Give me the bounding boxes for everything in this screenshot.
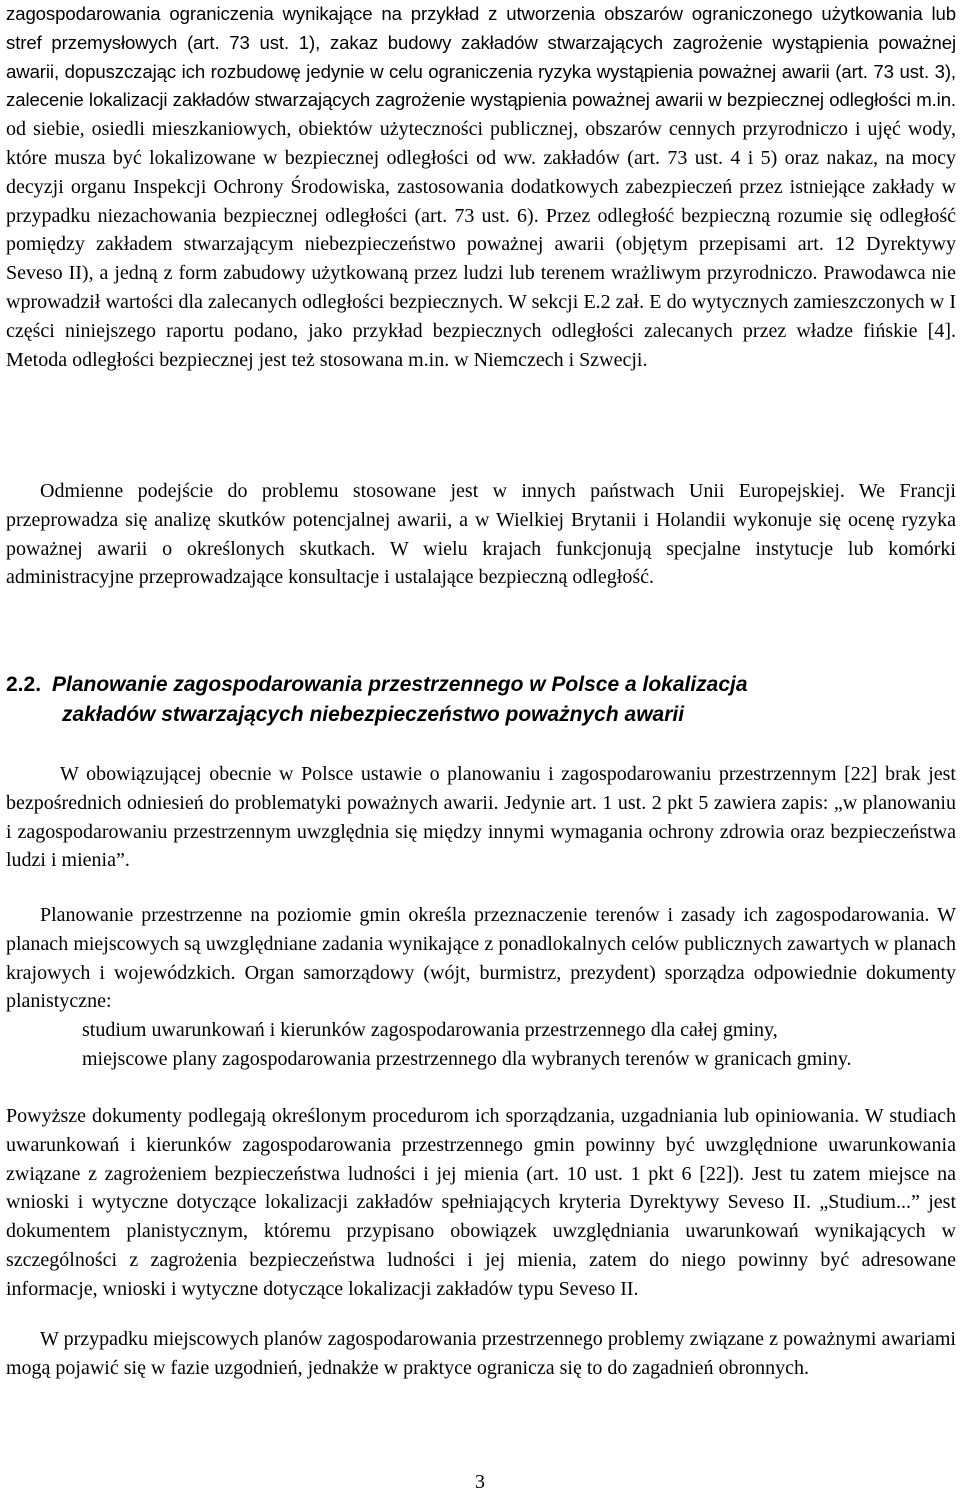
- section-title-line-2: zakładów stwarzających niebezpieczeństwo poważnych awarii: [62, 703, 685, 726]
- section-number: 2.2.: [6, 673, 42, 696]
- page-number: 3: [475, 1471, 485, 1493]
- section-heading: [6, 670, 956, 730]
- section-title-line-1: Planowanie zagospodarowania przestrzennego w Polsce a lokalizacja: [52, 673, 748, 696]
- paragraph-5: Powyższe dokumenty podlegają określonym procedurom ich sporządzania, uzgadniania lub opiniowania. W studiach uwarunkowań i kierunków zagospodarowania przestrzennego gmin powinny być uwzględnione uwarunkowania związane z zagrożeniem bezpieczeństwa ludności i jej mienia (art. 10 ust. 1 pkt 6 [22]). Jest tu zatem miejsce na wnioski i wytyczne dotyczące lokalizacji zakładów spełniających kryteria Dyrektywy Seveso II. „Studium...” jest dokumentem planistycznym, któremu przypisano obowiązek uwzględniania uwarunkowań wynikających w szczególności z zagrożenia bezpieczeństwa ludności i jej mienia, zatem do niego powinny być adresowane informacje, wnioski i wytyczne dotyczące lokalizacji zakładów typu Seveso II.: [6, 1105, 956, 1300]
- paragraph-1-serif-text: od siebie, osiedli mieszkaniowych, obiektów użyteczności publicznej, obszarów cennych przyrodniczo i ujęć wody, które musza być lokalizowane w bezpiecznej odległości od ww. zakładów (art. 73 ust. 4 i 5) oraz nakaz, na mocy decyzji organu Inspekcji Ochrony Środowiska, zastosowania dodatkowych zabezpieczeń przez istniejące zakłady w przypadku niezachowania bezpiecznej odległości (art. 73 ust. 6). Przez odległość bezpieczną rozumie się odległość pomiędzy zakładem stwarzającym niebezpieczeństwo poważnej awarii (objętym przepisami art. 12 Dyrektywy Seveso II), a jedną z form zabudowy użytkowaną przez ludzi lub terenem wrażliwym przyrodniczo. Prawodawca nie wprowadził wartości dla zalecanych odległości bezpiecznych. W sekcji E.2 zał. E do wytycznych zamieszczonych w I części niniejszego raportu podano, jako przykład bezpiecznych odległości zalecanych przez władze fińskie [4]. Metoda odległości bezpiecznej jest też stosowana m.in. w Niemczech i Szwecji.: [6, 118, 956, 371]
- document-list: [82, 1016, 956, 1074]
- paragraph-1: [6, 0, 956, 374]
- paragraph-2: Odmienne podejście do problemu stosowane jest w innych państwach Unii Europejskiej. We Francji przeprowadza się analizę skutków potencjalnej awarii, a w Wielkiej Brytanii i Holandii wykonuje się ocenę ryzyka poważnej awarii o określonych skutkach. W wielu krajach funkcjonują specjalne instytucje lub komórki administracyjne przeprowadzające konsultacje i ustalające bezpieczną odległość.: [6, 480, 956, 589]
- paragraph-4: Planowanie przestrzenne na poziomie gmin określa przeznaczenie terenów i zasady ich zagospodarowania. W planach miejscowych są uwzględniane zadania wynikające z ponadlokalnych celów publicznych zawartych w planach krajowych i wojewódzkich. Organ samorządowy (wójt, burmistrz, prezydent) sporządza odpowiednie dokumenty planistyczne:: [6, 904, 956, 1013]
- list-item: miejscowe plany zagospodarowania przestrzennego dla wybranych terenów w granicach gminy.: [82, 1047, 852, 1070]
- list-item: studium uwarunkowań i kierunków zagospodarowania przestrzennego dla całej gminy,: [82, 1019, 778, 1041]
- paragraph-1-sans-text: zagospodarowania ograniczenia wynikające na przykład z utworzenia obszarów ograniczonego użytkowania lub stref przemysłowych (art. 73 ust. 1), zakaz budowy zakładów stwarzających zagrożenie wystąpienia poważnej awarii, dopuszczając ich rozbudowę jedynie w celu ograniczenia ryzyka wystąpienia poważnej awarii (art. 73 ust. 3), zalecenie lokalizacji zakładów stwarzających zagrożenie wystąpienia poważnej awarii w bezpiecznej odległości m.in.: [6, 3, 956, 111]
- paragraph-6: W przypadku miejscowych planów zagospodarowania przestrzennego problemy związane z poważnymi awariami mogą pojawić się w fazie uzgodnień, jednakże w praktyce ogranicza się to do zagadnień obronnych.: [6, 1328, 956, 1379]
- paragraph-3: W obowiązującej obecnie w Polsce ustawie o planowaniu i zagospodarowaniu przestrzennym [22] brak jest bezpośrednich odniesień do problematyki poważnych awarii. Jedynie art. 1 ust. 2 pkt 5 zawiera zapis: „w planowaniu i zagospodarowaniu przestrzennym uwzględnia się między innymi wymagania ochrony zdrowia oraz bezpieczeństwa ludzi i mienia”.: [6, 763, 956, 872]
